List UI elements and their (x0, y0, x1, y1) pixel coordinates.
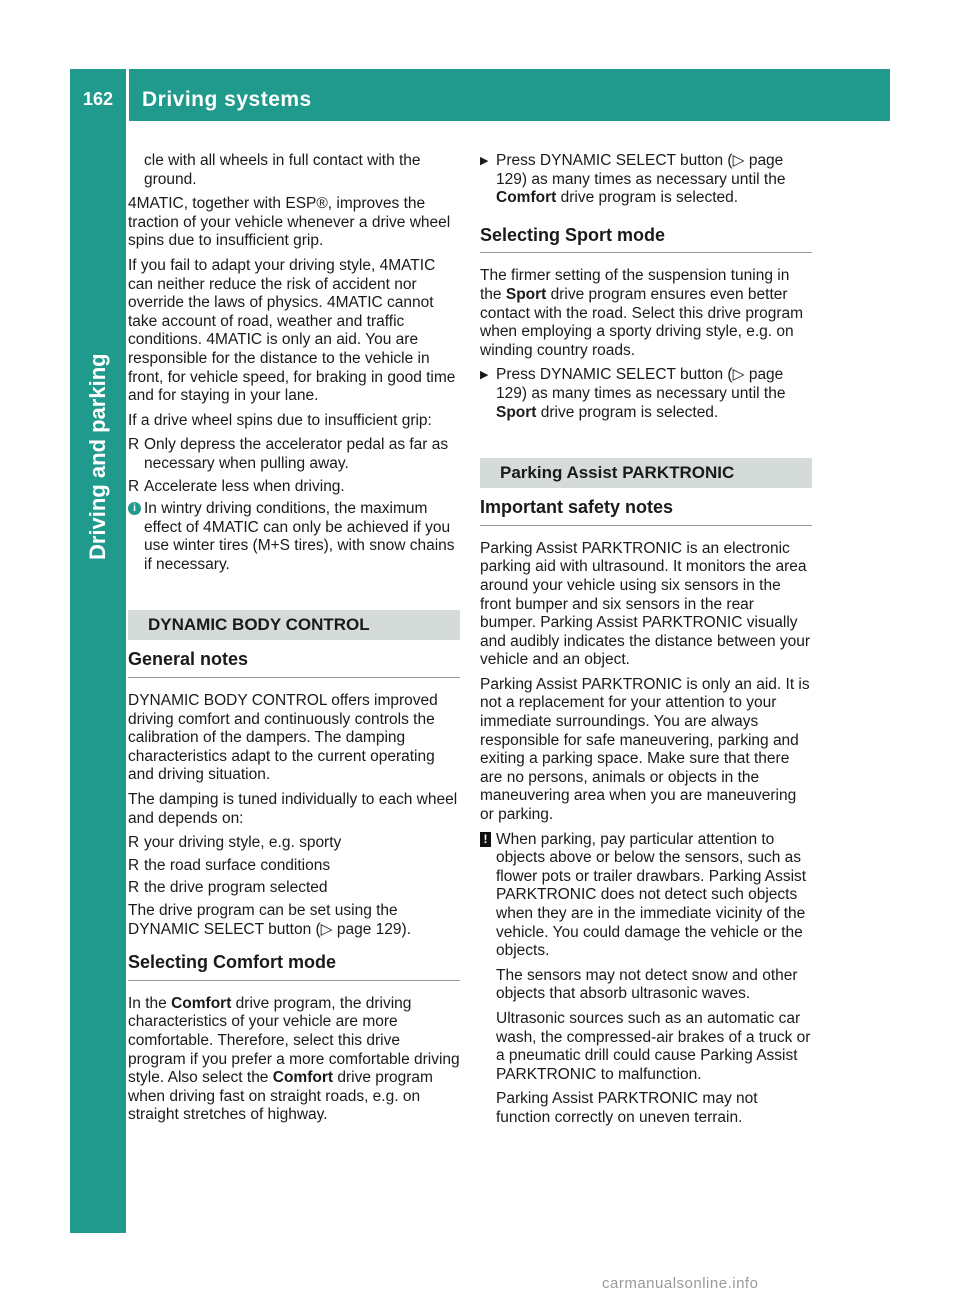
subheading-general-notes: General notes (128, 650, 460, 678)
right-column (480, 152, 812, 1134)
instruction-arrow-icon: ▶ (480, 369, 489, 382)
paragraph-wheel-spin: If a drive wheel spins due to insufficient grip: (128, 411, 432, 429)
section-heading-parktronic: Parking Assist PARKTRONIC (480, 458, 812, 488)
chapter-side-tab (70, 121, 126, 1233)
list-item: R the drive program selected (128, 879, 328, 897)
instruction-step: ▶ Press DYNAMIC SELECT button (▷ page 129) as many times as necessary until the Sport drive program is selected. (480, 366, 786, 421)
paragraph-parktronic-aid: Parking Assist PARKTRONIC is only an aid. It is not a replacement for your attention to your immediate surroundings. You are always responsible for safe maneuvering, parking and exiting a parking space. Make sure that there are no persons, animals or objects in the maneuvering area when you are maneuvering or parking. (480, 675, 810, 824)
list-item: R Accelerate less when driving. (128, 477, 345, 495)
paragraph-comfort: In the Comfort drive program, the driving characteristics of your vehicle are more comfortable. Therefore, select this drive program if you prefer a more comfortable driving style. Also select the Comfort drive program when driving fast on straight roads, e.g. on straight stretches of highway. (128, 994, 460, 1124)
instruction-step: ▶ Press DYNAMIC SELECT button (▷ page 129) as many times as necessary until the Comfort drive program is selected. (480, 152, 786, 207)
warning-note: ! When parking, pay particular attention to objects above or below the sensors, such as flower pots or trailer drawbars. Parking Assist PARKTRONIC does not detect such objects when they are in the immediate vicinity of the vehicle. You could damage the vehicle or the objects. The sensors may not detect snow and other objects that absorb ultrasonic waves. Ultrasonic sources such as an automatic car wash, the compressed-air brakes of a truck or a pneumatic drill could cause Parking Assist PARKTRONIC to malfunction. Parking Assist PARKTRONIC may not function correctly on uneven terrain. (480, 831, 812, 1128)
page-title: Driving systems (142, 88, 312, 111)
instruction-arrow-icon: ▶ (480, 155, 489, 167)
list-item: R your driving style, e.g. sporty (128, 834, 342, 852)
bullet-icon: R (128, 879, 140, 897)
list-item: R the road surface conditions (128, 856, 331, 874)
chapter-label (88, 540, 108, 560)
bullet-icon: R (128, 477, 140, 495)
paragraph-dbc-depends: The damping is tuned individually to each wheel and depends on: (128, 791, 458, 827)
bullet-icon: R (128, 856, 140, 874)
paragraph-sport: The firmer setting of the suspension tuning in the Sport drive program ensures even better contact with the road. Select this drive program when employing a sporty driving style, e.g. on winding country roads. (480, 267, 804, 359)
left-column (128, 152, 460, 1131)
list-item: R Only depress the accelerator pedal as far as necessary when pulling away. (128, 436, 449, 472)
header-divider (126, 69, 129, 121)
watermark: carmanualsonline.info (602, 1275, 759, 1292)
subheading-safety-notes: Important safety notes (480, 498, 812, 526)
page-number: 162 (82, 89, 114, 109)
paragraph-4matic-limits: If you fail to adapt your driving style, 4MATIC can neither reduce the risk of accident nor override the laws of physics. 4MATIC cannot take account of road, weather and traffic conditions. 4MATIC is only an aid. You are responsible for the distance to the vehicle in front, for vehicle speed, for braking in good time and for staying in your lane. (128, 256, 456, 405)
info-icon: i (128, 502, 141, 515)
paragraph-4matic-intro: 4MATIC, together with ESP®, improves the traction of your vehicle whenever a drive wheel spins due to insufficient grip. (128, 195, 451, 250)
warning-icon: ! (480, 832, 491, 847)
paragraph-dbc-intro: DYNAMIC BODY CONTROL offers improved driving comfort and continuously controls the calibration of the dampers. The damping characteristics adapt to the current operating and driving situation. (128, 692, 438, 784)
paragraph-parktronic-intro: Parking Assist PARKTRONIC is an electronic parking aid with ultrasound. It monitors the area around your vehicle using six sensors in the front bumper and six sensors in the rear bumper. Parking Assist PARKTRONIC visually and audibly indicates the distance between your vehicle and an object. (480, 539, 811, 669)
paragraph-continued: cle with all wheels in full contact with the ground. (144, 152, 421, 188)
info-note: i In wintry driving conditions, the maximum effect of 4MATIC can only be achieved if you use winter tires (M+S tires), with snow chains if necessary. (128, 500, 460, 574)
section-heading-dbc: DYNAMIC BODY CONTROL (128, 610, 460, 640)
subheading-sport-mode: Selecting Sport mode (480, 226, 812, 254)
paragraph-dbc-select: The drive program can be set using the DYNAMIC SELECT button (▷ page 129). (128, 902, 412, 938)
subheading-comfort-mode: Selecting Comfort mode (128, 953, 460, 981)
page-header (70, 69, 890, 121)
bullet-icon: R (128, 436, 140, 454)
bullet-icon: R (128, 834, 140, 852)
